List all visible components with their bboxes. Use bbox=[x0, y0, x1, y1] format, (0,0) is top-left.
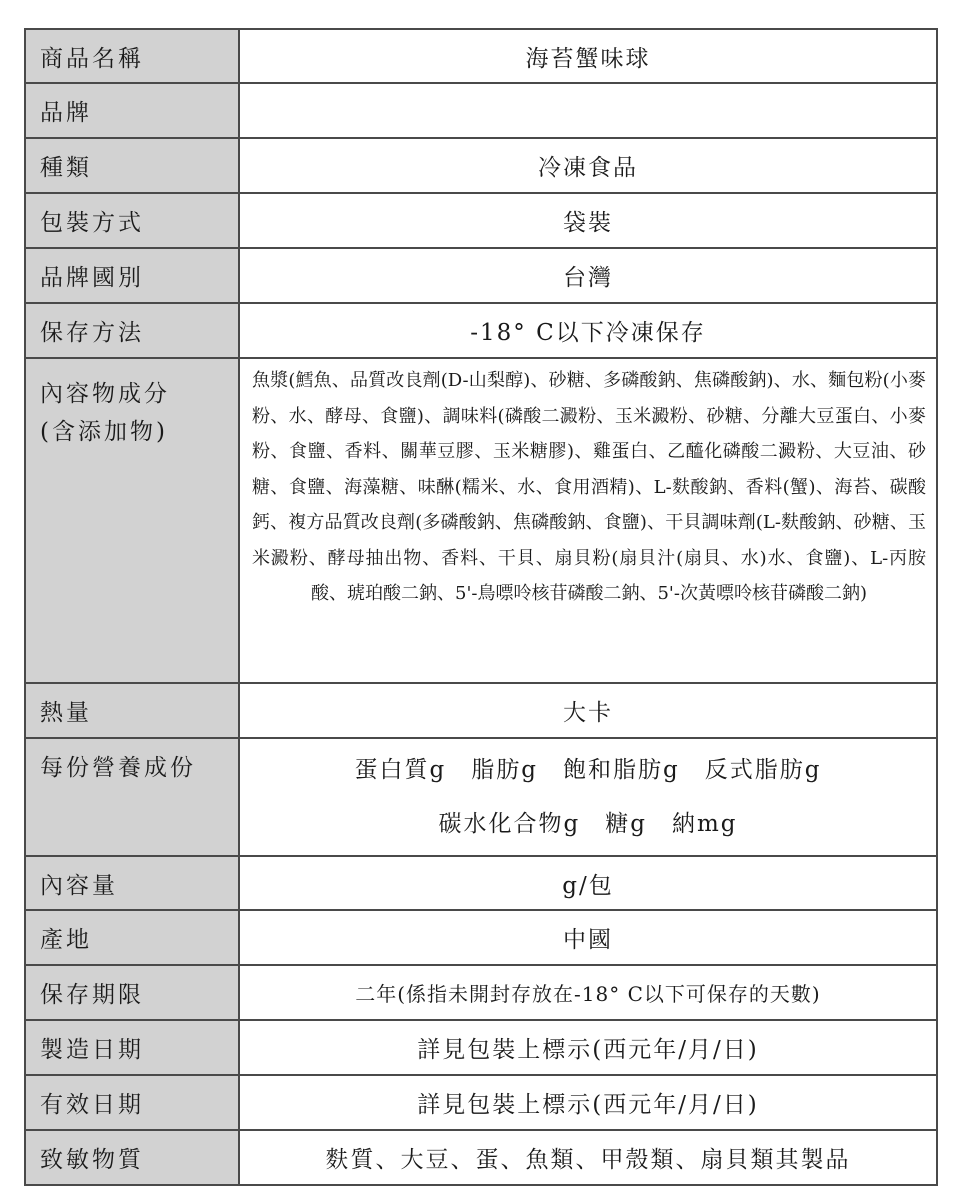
value-manufacture-date: 詳見包裝上標示(西元年/月/日) bbox=[239, 1020, 937, 1075]
row-type bbox=[25, 138, 937, 193]
value-product-name: 海苔蟹味球 bbox=[239, 29, 937, 83]
nutrition-line-2: 碳水化合物g 糖g 納mg bbox=[438, 811, 738, 837]
row-place-of-origin bbox=[25, 910, 937, 965]
row-shelf-life bbox=[25, 965, 937, 1020]
label-place-of-origin: 產地 bbox=[25, 910, 239, 965]
value-packaging: 袋裝 bbox=[239, 193, 937, 248]
value-ingredients: 魚漿(鱈魚、品質改良劑(D-山梨醇)、砂糖、多磷酸鈉、焦磷酸鈉)、水、麵包粉(小麥粉、水、酵母、食鹽)、調味料(磷酸二澱粉、玉米澱粉、砂糖、分離大豆蛋白、小麥粉、食鹽、香料、關華豆膠、玉米糖膠)、雞蛋白、乙醯化磷酸二澱粉、大豆油、砂糖、食鹽、海藻糖、味醂(糯米、水、食用酒精)、L-麩酸鈉、香料(蟹)、海苔、碳酸鈣、複方品質改良劑(多磷酸鈉、焦磷酸鈉、食鹽)、干貝調味劑(L-麩酸鈉、砂糖、玉米澱粉、酵母抽出物、香料、干貝、扇貝粉(扇貝汁(扇貝、水)水、食鹽)、L-丙胺酸、琥珀酸二鈉、5'-鳥嘌呤核苷磷酸二鈉、5'-次黃嘌呤核苷磷酸二鈉) bbox=[239, 358, 937, 683]
row-calories bbox=[25, 683, 937, 738]
value-nutrition bbox=[239, 738, 937, 856]
value-place-of-origin: 中國 bbox=[239, 910, 937, 965]
label-nutrition: 每份營養成份 bbox=[25, 738, 239, 856]
nutrition-line-1: 蛋白質g 脂肪g 飽和脂肪g 反式脂肪g bbox=[354, 757, 822, 783]
label-ingredients bbox=[25, 358, 239, 683]
row-nutrition bbox=[25, 738, 937, 856]
label-storage: 保存方法 bbox=[25, 303, 239, 358]
value-shelf-life: 二年(係指未開封存放在-18° C以下可保存的天數) bbox=[239, 965, 937, 1020]
value-brand-country: 台灣 bbox=[239, 248, 937, 303]
row-packaging bbox=[25, 193, 937, 248]
label-ingredients-line1: 內容物成分 bbox=[40, 381, 170, 407]
label-product-name: 商品名稱 bbox=[25, 29, 239, 83]
value-type: 冷凍食品 bbox=[239, 138, 937, 193]
label-expiry-date: 有效日期 bbox=[25, 1075, 239, 1130]
label-ingredients-line2: (含添加物) bbox=[40, 419, 168, 445]
label-net-content: 內容量 bbox=[25, 856, 239, 910]
value-storage: -18° C以下冷凍保存 bbox=[239, 303, 937, 358]
row-allergens bbox=[25, 1130, 937, 1185]
value-brand bbox=[239, 83, 937, 138]
value-allergens: 麩質、大豆、蛋、魚類、甲殼類、扇貝類其製品 bbox=[239, 1130, 937, 1185]
label-brand-country: 品牌國別 bbox=[25, 248, 239, 303]
row-manufacture-date bbox=[25, 1020, 937, 1075]
row-brand bbox=[25, 83, 937, 138]
label-shelf-life: 保存期限 bbox=[25, 965, 239, 1020]
label-allergens: 致敏物質 bbox=[25, 1130, 239, 1185]
row-storage bbox=[25, 303, 937, 358]
product-info-sheet bbox=[24, 28, 938, 1186]
value-expiry-date: 詳見包裝上標示(西元年/月/日) bbox=[239, 1075, 937, 1130]
row-product-name bbox=[25, 29, 937, 83]
label-calories: 熱量 bbox=[25, 683, 239, 738]
row-ingredients bbox=[25, 358, 937, 683]
label-brand: 品牌 bbox=[25, 83, 239, 138]
row-brand-country bbox=[25, 248, 937, 303]
product-info-table bbox=[24, 28, 938, 1186]
value-net-content: g/包 bbox=[239, 856, 937, 910]
label-packaging: 包裝方式 bbox=[25, 193, 239, 248]
row-net-content bbox=[25, 856, 937, 910]
label-type: 種類 bbox=[25, 138, 239, 193]
value-calories: 大卡 bbox=[239, 683, 937, 738]
row-expiry-date bbox=[25, 1075, 937, 1130]
label-manufacture-date: 製造日期 bbox=[25, 1020, 239, 1075]
